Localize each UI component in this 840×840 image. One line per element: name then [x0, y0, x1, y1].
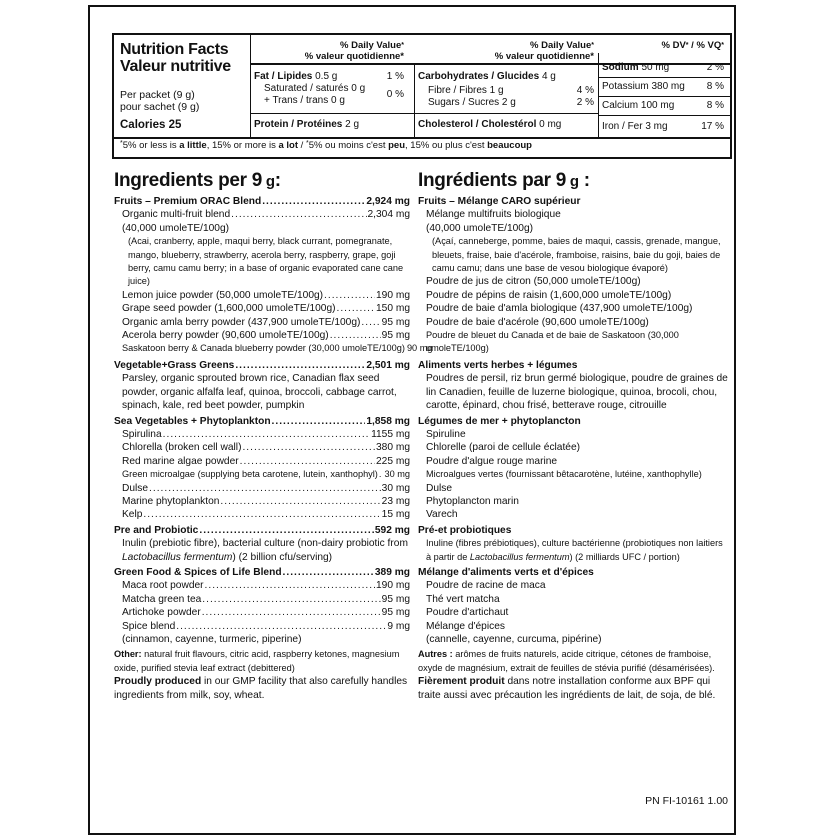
rule	[598, 115, 730, 116]
other-label: Other:	[114, 649, 142, 660]
iron-row: Iron / Fer 3 mg	[602, 121, 668, 132]
fruit-list-fr: (Açaí, canneberge, pomme, baies de maqui, cassis, grenade, mangue, bleuets, fraise, baie d'acérole, framboise, raisins, baie du goji, baies de camu camu; dans une base de vesou biologique évaporé)	[432, 236, 721, 274]
potassium-percent: 8 %	[706, 81, 724, 92]
carb-label: Carbohydrates / Glucides	[418, 71, 540, 82]
maca-line	[114, 579, 410, 592]
ingredient-qty: 380 mg	[376, 442, 410, 454]
title-unit: g	[566, 173, 579, 190]
ingredient-qty: 2,304 mg	[367, 209, 410, 221]
rule	[598, 96, 730, 97]
sea-line	[114, 415, 410, 428]
serving-size-en: Per packet (9 g)	[120, 89, 195, 101]
pre-fr: Pré-et probiotiques	[418, 524, 512, 536]
pre-text	[114, 537, 410, 564]
footnote-text: beaucoup	[487, 140, 532, 151]
calories: Calories 25	[120, 119, 182, 131]
daily-value-header-1	[254, 40, 404, 62]
acerola-fr: Poudre de baie d'acérole (90,600 umoleTE/100g)	[426, 316, 649, 328]
ingredient-name: Organic amla berry powder (437,900 umoleTE/100g)	[122, 316, 361, 328]
amla-line	[114, 316, 410, 329]
cholesterol-row	[418, 119, 561, 131]
footnote-text: peu	[388, 140, 406, 151]
ingredient-qty: 95 mg	[381, 607, 410, 619]
ingredient-qty: 190 mg	[376, 580, 410, 592]
ingredient-qty: 9 mg	[387, 620, 410, 632]
ingredient-name: Acerola berry powder (90,600 umoleTE/100g)	[122, 330, 329, 342]
ingredient-name: Artichoke powder	[122, 607, 201, 619]
protein-label: Protein / Protéines	[254, 119, 343, 130]
red-algae-fr: Poudre d'algue rouge marine	[426, 455, 558, 467]
red-algae-line	[114, 455, 410, 468]
ingredient-name: Saskatoon berry & Canada blueberry powder (30,000 umoleTE/100g)	[122, 343, 405, 354]
proud-text: in our GMP facility that also carefully handles ingredients from milk, soy, wheat.	[114, 676, 408, 701]
ingredient-name: Vegetable+Grass Greens	[114, 359, 235, 371]
carbohydrate-row	[418, 71, 556, 83]
footnote-text: 5% or less is	[122, 140, 180, 151]
other-ingredients	[114, 648, 410, 675]
sodium-label: Sodium	[602, 62, 639, 73]
potassium-row: Potassium 380 mg	[602, 81, 685, 92]
grape-fr: Poudre de pépins de raisin (1,600,000 umoleTE/100g)	[426, 289, 672, 301]
pre-text-species: Lactobacillus fermentum	[122, 551, 233, 563]
footnote-text: 5% ou moins c'est	[308, 140, 389, 151]
ingredient-qty: 90 mg	[406, 343, 433, 354]
sugars-row: Sugars / Sucres 2 g	[428, 97, 516, 108]
footnote-star: *	[685, 42, 689, 49]
green-line	[114, 566, 410, 579]
footnote-text: a little	[179, 140, 207, 151]
daily-value-header-2	[444, 40, 594, 62]
dulse-fr: Dulse	[426, 482, 453, 494]
fat-label: Fat / Lipides	[254, 71, 313, 82]
veg-fr: Aliments verts herbes + légumes	[418, 359, 578, 371]
ingredient-qty: 190 mg	[376, 289, 410, 301]
pre-text-part: Inulin (prebiotic fibre), bacterial culture (non-dairy probiotic from	[122, 538, 408, 550]
ingredient-name: Pre and Probiotic	[114, 524, 199, 536]
dulse-line	[114, 482, 410, 495]
allergen-statement-fr	[418, 675, 728, 702]
trans-row: + Trans / trans 0 g	[264, 95, 345, 106]
column-divider	[598, 53, 599, 137]
fruit-blend-fr: Mélange multifruits biologique	[426, 209, 561, 221]
ingredient-name: Chlorella (broken cell wall)	[122, 442, 242, 454]
sodium-percent: 2 %	[706, 62, 724, 73]
ingredients-title-fr	[418, 170, 728, 193]
artichoke-fr: Poudre d'artichaut	[426, 607, 509, 619]
ingredient-qty: 95 mg	[381, 316, 410, 328]
microalgae-fr: Microalgues vertes (fournissant bêtacarotène, lutéine, xanthophylle)	[426, 469, 702, 480]
spice-list: (cinnamon, cayenne, turmeric, piperine)	[122, 634, 302, 645]
sodium-value: 50 mg	[641, 62, 670, 73]
serving-size-fr: pour sachet (9 g)	[120, 101, 200, 113]
ingredient-qty: 592 mg	[374, 524, 410, 536]
ingredient-name: Dulse	[122, 482, 149, 494]
fruit-blend-line	[114, 208, 410, 221]
ingredient-name: Green Food & Spices of Life Blend	[114, 566, 282, 578]
spirulina-line	[114, 428, 410, 441]
fruits-blend-fr: Fruits – Mélange CARO supérieur	[418, 196, 581, 207]
ingredient-qty: 150 mg	[376, 303, 410, 315]
dv-label-en: % Daily Value	[340, 40, 402, 51]
footnote-star: *	[591, 42, 594, 49]
rule	[414, 113, 598, 114]
other-text: arômes de fruits naturels, acide citrique, cétones de framboise, oxyde de magnésium, extrait de feuilles de stévia purifié (désamérisées).	[418, 649, 715, 673]
dv-label-en: % Daily Value	[530, 40, 592, 51]
proud-label: Fièrement produit	[418, 676, 505, 688]
ingredient-qty: 2,501 mg	[366, 359, 410, 371]
cholesterol-value: 0 mg	[539, 119, 562, 130]
footnote-text: , 15% ou plus c'est	[405, 140, 488, 151]
column-divider	[250, 35, 251, 137]
spirulina-fr: Spiruline	[426, 428, 466, 440]
proud-text: dans notre installation conforme aux BPF qui traite aussi avec précaution les ingrédients de lait, de soja, de blé.	[418, 676, 716, 701]
kelp-line	[114, 508, 410, 521]
pre-text-part: ) (2 billion cfu/serving)	[232, 551, 333, 563]
ingredient-name: Green microalgae (supplying beta carotene, lutein, xanthophyl)	[122, 469, 378, 480]
matcha-fr: Thé vert matcha	[426, 593, 500, 605]
acerola-line	[114, 329, 410, 342]
rule	[114, 137, 730, 139]
ingredient-name: Lemon juice powder (50,000 umoleTE/100g)	[122, 289, 324, 301]
ingredient-qty: 1155 mg	[371, 428, 410, 440]
lemon-line	[114, 289, 410, 302]
dv-label-fr: % valeur quotidienne	[494, 51, 591, 62]
ingredient-name: Maca root powder	[122, 580, 204, 592]
ingredient-name: Marine phytoplankton	[122, 495, 220, 507]
ingredient-qty: 15 mg	[381, 509, 410, 521]
footnote-star: *	[400, 51, 404, 62]
fruit-orac-fr: (40,000 umoleTE/100g)	[426, 222, 534, 234]
footnote-star: *	[721, 42, 724, 49]
amla-fr: Poudre de baie d'amla biologique (437,900 umoleTE/100g)	[426, 303, 693, 315]
phyto-line	[114, 495, 410, 508]
part-number: PN FI-10161 1.00	[645, 795, 728, 807]
pre-text-fr	[418, 537, 728, 564]
ingredient-name: Grape seed powder (1,600,000 umoleTE/100g)	[122, 303, 336, 315]
fat-percent: 1 %	[386, 71, 404, 82]
title-text: Ingrédients par 9	[418, 170, 566, 191]
ingredient-qty: 1,858 mg	[366, 415, 410, 427]
dv-vq-header	[624, 40, 724, 51]
ingredient-qty: 30 mg	[384, 469, 410, 480]
other-text: natural fruit flavours, citric acid, raspberry ketones, magnesium oxide, purified stevia leaf extract (debittered)	[114, 649, 400, 673]
nutrition-facts-table	[112, 33, 732, 159]
nutrition-title-en: Nutrition Facts	[120, 41, 229, 58]
sea-fr: Légumes de mer + phytoplancton	[418, 415, 581, 427]
fat-row	[254, 71, 337, 83]
fibre-percent: 4 %	[576, 85, 594, 96]
ingredient-name: Matcha green tea	[122, 593, 202, 605]
iron-percent: 17 %	[701, 121, 724, 132]
green-fr: Mélange d'aliments verts et d'épices	[418, 566, 594, 578]
dv-label-fr: % valeur quotidienne	[304, 51, 401, 62]
title-colon: :	[274, 170, 281, 191]
fibre-row: Fibre / Fibres 1 g	[428, 85, 504, 96]
ingredient-qty: 389 mg	[374, 566, 410, 578]
footnote-star: *	[401, 42, 404, 49]
ingredient-name: Kelp	[122, 509, 143, 521]
microalgae-line	[114, 468, 410, 481]
title-text: Ingredients per 9	[114, 170, 262, 191]
title-unit: g	[262, 173, 275, 190]
footnote-star: *	[590, 51, 594, 62]
footnote-text: a lot	[278, 140, 299, 151]
ingredient-qty: 2,924 mg	[366, 196, 410, 207]
ingredients-en	[114, 170, 433, 702]
vq-short: / % VQ	[691, 40, 722, 51]
title-colon: :	[578, 170, 590, 191]
fruits-blend-line	[114, 195, 410, 208]
veg-list-fr: Poudres de persil, riz brun germé biologique, poudre de graines de lin Canadien, feuille de luzerne biologique, quinoa, brocoli, chou, carotte, épinard, chou frisé, betterave rouge, citrouille	[426, 373, 728, 412]
footnote-text: , 15% or more is	[206, 140, 279, 151]
cholesterol-label: Cholesterol / Cholestérol	[418, 119, 537, 130]
saskatoon-line	[114, 342, 433, 355]
dv-short: % DV	[661, 40, 686, 51]
pre-text-species: Lactobacillus fermentum	[469, 551, 570, 562]
nutrition-title-fr: Valeur nutritive	[120, 58, 231, 75]
daily-value-footnote	[120, 140, 532, 151]
ingredient-qty: 95 mg	[381, 330, 410, 342]
calcium-row: Calcium 100 mg	[602, 100, 675, 111]
spice-line	[114, 620, 410, 633]
matcha-line	[114, 593, 410, 606]
ingredient-name: Organic multi-fruit blend	[122, 209, 231, 221]
nutrition-header	[120, 41, 248, 131]
rule	[250, 113, 414, 114]
saturated-percent: 0 %	[386, 89, 404, 100]
ingredient-name: Fruits – Premium ORAC Blend	[114, 196, 262, 207]
ingredient-qty: 30 mg	[381, 482, 410, 494]
saturated-row: Saturated / saturés 0 g	[264, 83, 366, 94]
fruit-list: (Acai, cranberry, apple, maqui berry, black currant, pomegranate, mango, blueberry, strawberry, acerola berry, raspberry, grape, goji berry, camu camu berry; in a base of organic evaporated cane cane juice)	[128, 236, 404, 287]
veg-line	[114, 359, 410, 372]
veg-list: Parsley, organic sprouted brown rice, Canadian flax seed powder, organic alfalfa leaf, quinoa, broccoli, cabbage carrot, spinach, kale, red beet powder, pumpkin	[122, 373, 397, 412]
footnote-star: *	[120, 140, 123, 147]
saskatoon-fr: Poudre de bleuet du Canada et de baie de Saskatoon (30,000 umoleTE/100g)	[426, 330, 679, 354]
other-label: Autres :	[418, 649, 453, 660]
proud-label: Proudly produced	[114, 676, 202, 688]
column-divider	[414, 63, 415, 137]
ingredient-qty: 23 mg	[381, 495, 410, 507]
ingredient-name: Spirulina	[122, 428, 162, 440]
ingredient-qty: 95 mg	[381, 593, 410, 605]
calcium-percent: 8 %	[706, 100, 724, 111]
ingredient-name: Spice blend	[122, 620, 176, 632]
kelp-fr: Varech	[426, 509, 458, 521]
ingredient-name: Sea Vegetables + Phytoplankton	[114, 415, 271, 427]
maca-fr: Poudre de racine de maca	[426, 580, 546, 592]
footnote-star: *	[305, 140, 309, 147]
carb-value: 4 g	[541, 71, 556, 82]
pre-line	[114, 524, 410, 537]
sugars-percent: 2 %	[576, 97, 594, 108]
footnote-text: /	[298, 140, 306, 151]
rule	[598, 77, 730, 78]
pre-text-part: ) (2 milliards UFC / portion)	[569, 551, 680, 562]
protein-row	[254, 119, 359, 131]
chlorella-fr: Chlorelle (paroi de cellule éclatée)	[426, 442, 581, 454]
other-ingredients-fr	[418, 648, 728, 675]
spice-fr: Mélange d'épices	[426, 620, 505, 632]
lemon-fr: Poudre de jus de citron (50,000 umoleTE/100g)	[426, 276, 641, 288]
artichoke-line	[114, 606, 410, 619]
ingredient-qty: 225 mg	[376, 455, 410, 467]
fat-value: 0.5 g	[315, 71, 338, 82]
grape-line	[114, 302, 410, 315]
spice-list-fr: (cannelle, cayenne, curcuma, pipérine)	[426, 634, 602, 645]
fruit-orac: (40,000 umoleTE/100g)	[122, 222, 230, 234]
ingredient-name: Red marine algae powder	[122, 455, 239, 467]
pre-text-part: Inuline (fibres prébiotiques), culture bactérienne (probiotiques non laitiers à partir de	[426, 538, 723, 562]
allergen-statement	[114, 675, 410, 702]
ingredients-title-en	[114, 170, 410, 193]
protein-value: 2 g	[345, 119, 360, 130]
chlorella-line	[114, 441, 410, 454]
sodium-row	[602, 62, 669, 74]
ingredients-fr	[418, 170, 728, 702]
phyto-fr: Phytoplancton marin	[426, 495, 519, 507]
